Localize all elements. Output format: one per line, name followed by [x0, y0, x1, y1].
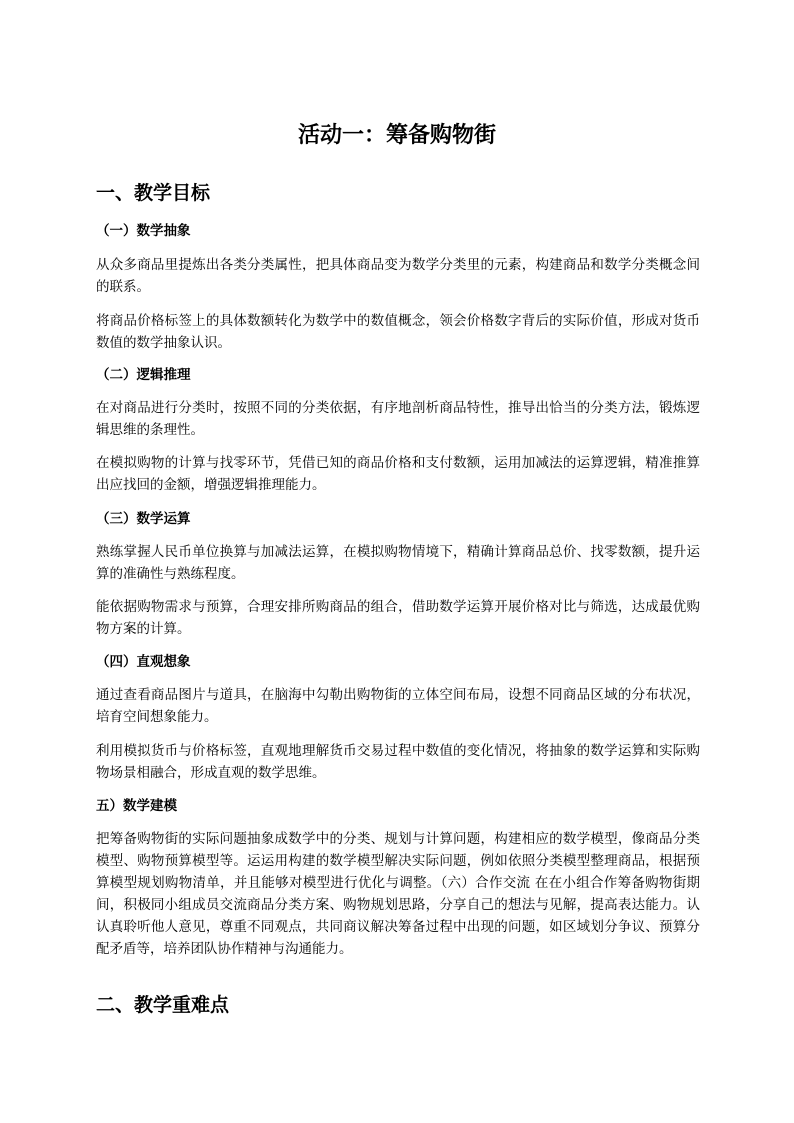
section-heading-key-difficulties: 二、教学重难点 — [96, 994, 230, 1016]
paragraph: 从众多商品里提炼出各类分类属性，把具体商品变为数学分类里的元素，构建商品和数学分类概念间的联系。 — [96, 257, 700, 295]
paragraph: 通过查看商品图片与道具，在脑海中勾勒出购物街的立体空间布局，设想不同商品区域的分布状况，培育空间想象能力。 — [96, 687, 700, 725]
section-heading-teaching-goals: 一、教学目标 — [96, 182, 211, 204]
subsection-heading-math-abstraction: （一）数学抽象 — [96, 223, 191, 239]
document-title: 活动一：筹备购物街 — [297, 123, 496, 148]
subsection-heading-math-operation: （三）数学运算 — [96, 511, 191, 527]
subsection-heading-math-modeling: 五）数学建模 — [96, 798, 177, 814]
paragraph: 熟练掌握人民币单位换算与加减法运算，在模拟购物情境下，精确计算商品总价、找零数额，提升运算的准确性与熟练程度。 — [96, 544, 700, 582]
paragraph: 利用模拟货币与价格标签，直观地理解货币交易过程中数值的变化情况，将抽象的数学运算和实际购物场景相融合，形成直观的数学思维。 — [96, 743, 700, 781]
paragraph: 能依据购物需求与预算，合理安排所购商品的组合，借助数学运算开展价格对比与筛选，达成最优购物方案的计算。 — [96, 599, 700, 637]
subsection-heading-visual-imagination: （四）直观想象 — [96, 654, 191, 670]
subsection-heading-logical-reasoning: （二）逻辑推理 — [96, 367, 191, 383]
paragraph: 将商品价格标签上的具体数额转化为数学中的数值概念，领会价格数字背后的实际价值，形成对货币数值的数学抽象认识。 — [96, 313, 700, 351]
paragraph: 把筹备购物街的实际问题抽象成数学中的分类、规划与计算问题，构建相应的数学模型，像商品分类模型、购物预算模型等。运运用构建的数学模型解决实际问题，例如依照分类模型整理商品，根据预算模型规划购物清单，并且能够对模型进行优化与调整。（六）合作交流 在在小组合作筹备购物街期间，积极同小组成员交流商品分类方案、购物规划思路，分享自己的想法与见解，提高表达能力。认认真聆听他人意见，尊重不同观点，共同商议解决筹备过程中出现的问题，如区域划分争议、预算分配矛盾等，培养团队协作精神与沟通能力。 — [96, 831, 700, 957]
paragraph: 在模拟购物的计算与找零环节，凭借已知的商品价格和支付数额，运用加减法的运算逻辑，精准推算出应找回的金额，增强逻辑推理能力。 — [96, 455, 700, 493]
paragraph: 在对商品进行分类时，按照不同的分类依据，有序地剖析商品特性，推导出恰当的分类方法，锻炼逻辑思维的条理性。 — [96, 400, 700, 438]
